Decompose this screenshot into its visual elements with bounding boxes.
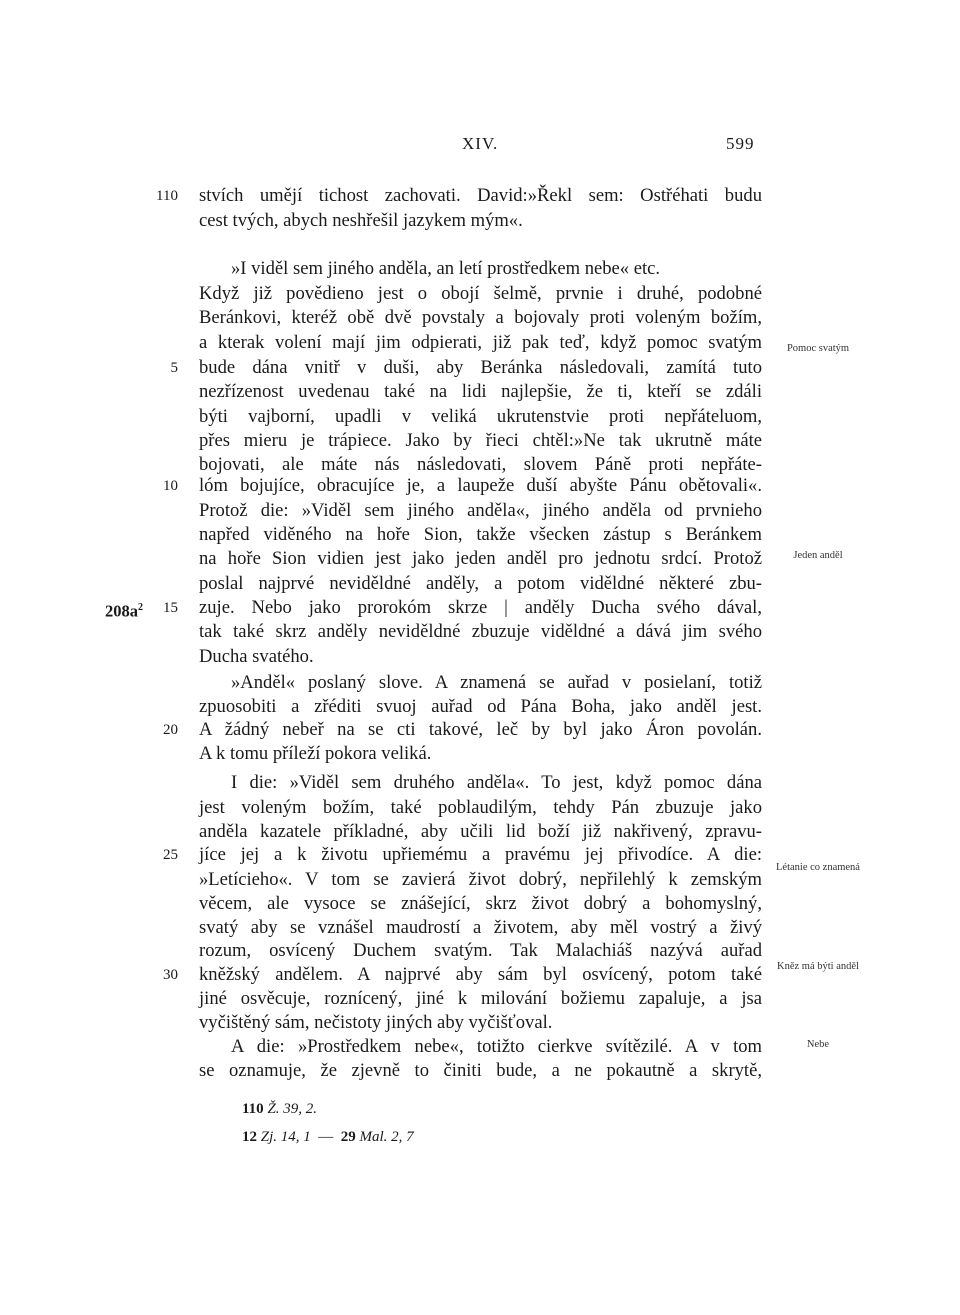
text-line: I die: »Viděl sem druhého anděla«. To jest, když pomoc dána (231, 772, 762, 793)
line-number: 5 (170, 360, 178, 376)
footnote (242, 1126, 414, 1148)
text-line: jíce jej a k životu upřiemému a pravému jej přivodíce. A die: (199, 844, 762, 865)
text-line: na hoře Sion vidien jest jako jeden anděl pro jednotu srdcí. Protož (199, 548, 762, 569)
text-line: kněžský andělem. A najprvé aby sám byl osvícený, potom také (199, 964, 762, 985)
line-number: 10 (163, 478, 178, 494)
text-line: Beránkovi, kteréž obě dvě povstaly a bojovaly proti voleným božím, (199, 307, 762, 328)
chapter-number: XIV. (462, 134, 499, 153)
text-line: »Letícieho«. V tom se zavierá život dobrý, nepřilehlý k zemským (199, 869, 762, 890)
text-line: »I viděl sem jiného anděla, an letí prostředkem nebe« etc. (231, 258, 661, 279)
text-line: svatý aby se vznášel maudrostí a životem, aby měl vostrý a živý (199, 917, 762, 938)
text-line: Protož die: »Viděl sem jiného anděla«, jiného anděla od prvnieho (199, 500, 762, 521)
text-line: Když již povědieno jest o obojí šelmě, prvnie i druhé, podobné (199, 283, 762, 304)
text-line: »Anděl« poslaný slove. A znamená se auřad v posielaní, totiž (231, 672, 762, 693)
text-line: přes mieru je trápiece. Jako by řieci chtěl:»Ne tak ukrutně máte (199, 430, 762, 451)
text-line: a kterak volení mají jim odpierati, již pak teď, když pomoc svatým (199, 332, 762, 353)
text-line: zuje. Nebo jako prorokóm skrze | anděly Ducha svého dával, (199, 597, 762, 618)
text-line: jiné osvěcuje, roznícený, jiné k milování božiemu zapaluje, a jsa (199, 988, 762, 1009)
text-line: býti vajborní, upadli v veliká ukrutenstvie proti nepřáteluom, (199, 406, 762, 427)
text-line: jest voleným božím, také poblaudilým, tehdy Pán zbuzuje jako (199, 797, 762, 818)
margin-note: Nebe (806, 1039, 830, 1050)
page-number: 599 (726, 134, 755, 153)
line-number: 25 (163, 847, 178, 863)
text-line: anděla kazatele příkladné, aby učili lid boží již nakřivený, zpravu- (199, 821, 762, 842)
text-line: tak také skrz anděly neviděldné zbuzuje viděldné a dává jim svého (199, 621, 762, 642)
text-line: lóm bojujíce, obracujíce je, a laupeže duší abyšte Pánu obětovali«. (199, 475, 762, 496)
footnote-text: Zj. 14, 1 (260, 1129, 311, 1145)
text-line: Ducha svatého. (199, 646, 314, 667)
line-number: 30 (163, 967, 178, 983)
footnote-dash: — (314, 1129, 338, 1145)
text-line: A die: »Prostředkem nebe«, totižto cierkve svítězilé. A v tom (231, 1036, 762, 1057)
text-line: stvích umějí tichost zachovati. David:»Řekl sem: Ostřéhati budu (199, 185, 762, 206)
line-number: 20 (163, 722, 178, 738)
text-line: A k tomu příleží pokora veliká. (199, 743, 432, 764)
footnote-text: Ž. 39, 2. (267, 1101, 318, 1117)
margin-note: Jeden anděl (793, 550, 843, 561)
text-line: rozum, osvícený Duchem svatým. Tak Malachiáš nazývá auřad (199, 940, 762, 961)
folio-main: 208a (105, 601, 138, 621)
margin-note: Létanie co znamená (776, 862, 860, 873)
text-line: cest tvých, abych neshřešil jazykem mým«. (199, 210, 523, 231)
margin-note: Pomoc svatým (786, 343, 850, 354)
text-line: věcem, ale vysoce se znášející, skrz život dobrý a bohomyslný, (199, 893, 762, 914)
text-line: A žádný nebeř na se cti takové, leč by byl jako Áron povolán. (199, 719, 762, 740)
text-line: napřed viděného na hoře Sion, takže všecken zástup s Beránkem (199, 524, 762, 545)
folio-mark (105, 595, 143, 621)
text-line: nezřízenost uvedenau také na lidi najlepšie, že ti, kteří se zdáli (199, 381, 762, 402)
text-line: bojovati, ale máte nás následovati, slovem Páně proti nepřáte- (199, 454, 762, 475)
footnote-ref: 110 (242, 1101, 264, 1117)
margin-note: Kněz má býti anděl (777, 961, 859, 972)
footnote (242, 1098, 317, 1120)
running-header (0, 134, 960, 158)
line-number: 15 (163, 600, 178, 616)
footnote-ref: 29 (340, 1129, 356, 1145)
text-line: se oznamuje, že zjevně to činiti bude, a ne pokautně a skrytě, (199, 1060, 762, 1081)
text-line: bude dána vnitř v duši, aby Beránka následovali, zamítá tuto (199, 357, 762, 378)
text-line: vyčištěný sám, nečistoty jiných aby vyčišťoval. (199, 1012, 553, 1033)
text-line: zpuosobiti a zřéditi svuoj auřad od Pána Boha, jako anděl jest. (199, 696, 762, 717)
text-line: poslal najprvé neviděldné anděly, a potom viděldné některé zbu- (199, 573, 762, 594)
footnote-ref: 12 (242, 1129, 257, 1145)
line-number: 110 (156, 188, 178, 204)
folio-sup: 2 (138, 602, 143, 613)
footnote-text: Mal. 2, 7 (359, 1129, 414, 1145)
